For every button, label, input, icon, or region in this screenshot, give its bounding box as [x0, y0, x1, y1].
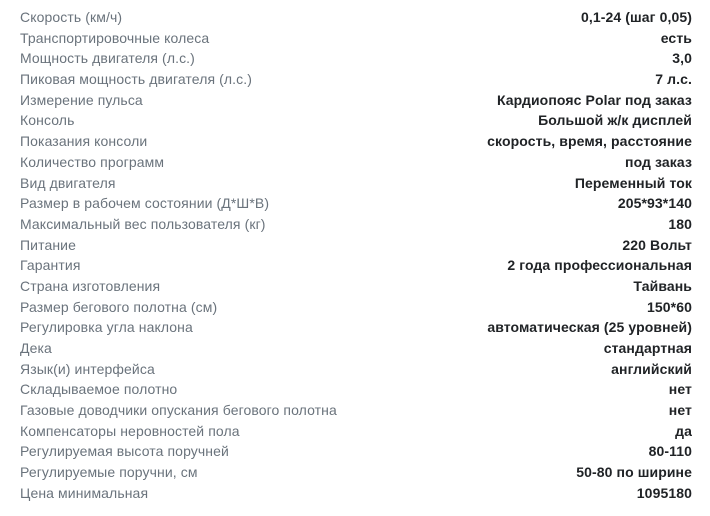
spec-label: Максимальный вес пользователя (кг): [20, 215, 266, 232]
spec-value: есть: [660, 29, 692, 46]
spec-value: Кардиопояс Polar под заказ: [496, 91, 692, 108]
spec-value: 180: [668, 215, 692, 232]
spec-row: [20, 338, 692, 359]
spec-row: [20, 317, 692, 338]
spec-value: 205*93*140: [617, 195, 692, 212]
spec-value: 220 Вольт: [622, 236, 692, 253]
spec-label: Гарантия: [20, 257, 81, 274]
spec-label: Показания консоли: [20, 133, 148, 150]
spec-row: [20, 110, 692, 131]
spec-value: 3,0: [672, 50, 692, 67]
spec-row: [20, 193, 692, 214]
spec-row: [20, 379, 692, 400]
spec-label: Размер в рабочем состоянии (Д*Ш*В): [20, 195, 270, 212]
spec-row: [20, 7, 692, 28]
spec-value: нет: [668, 381, 692, 398]
spec-label: Консоль: [20, 112, 75, 129]
spec-label: Скорость (км/ч): [20, 9, 123, 25]
spec-row: [20, 441, 692, 462]
spec-label: Количество программ: [20, 153, 165, 170]
spec-row: [20, 255, 692, 276]
spec-row: [20, 400, 692, 421]
spec-label: Газовые доводчики опускания бегового полотна: [20, 402, 337, 419]
spec-label: Дека: [20, 340, 52, 356]
spec-value: 2 года профессиональная: [507, 257, 692, 274]
spec-value: автоматическая (25 уровней): [487, 319, 692, 336]
spec-label: Мощность двигателя (л.с.): [20, 50, 195, 67]
spec-row: [20, 462, 692, 483]
spec-value: 1095180: [636, 484, 692, 501]
spec-row: [20, 297, 692, 318]
spec-label: Цена минимальная: [20, 484, 149, 501]
spec-label: Регулировка угла наклона: [20, 319, 193, 336]
spec-value: под заказ: [625, 153, 692, 170]
spec-label: Язык(и) интерфейса: [20, 360, 155, 377]
spec-row: [20, 235, 692, 256]
spec-label: Складываемое полотно: [20, 381, 178, 398]
spec-label: Вид двигателя: [20, 174, 116, 191]
spec-value: скорость, время, расстояние: [487, 133, 692, 150]
spec-value: Тайвань: [633, 277, 692, 294]
spec-label: Пиковая мощность двигателя (л.с.): [20, 71, 253, 88]
spec-row: [20, 483, 692, 504]
spec-row: [20, 90, 692, 111]
spec-row: [20, 69, 692, 90]
spec-value: 50-80 по ширине: [576, 464, 692, 481]
spec-row: [20, 152, 692, 173]
spec-label: Страна изготовления: [20, 277, 161, 294]
spec-label: Регулируемые поручни, см: [20, 464, 198, 481]
spec-value: 0,1-24 (шаг 0,05): [580, 9, 692, 25]
spec-label: Размер бегового полотна (см): [20, 298, 218, 315]
spec-row: [20, 214, 692, 235]
spec-row: [20, 48, 692, 69]
spec-label: Транспортировочные колеса: [20, 29, 210, 46]
spec-row: [20, 28, 692, 49]
spec-row: [20, 173, 692, 194]
spec-value: стандартная: [603, 340, 692, 356]
spec-value: английский: [611, 360, 692, 377]
spec-value: нет: [668, 402, 692, 419]
spec-value: Большой ж/к дисплей: [538, 112, 692, 129]
spec-label: Питание: [20, 236, 76, 253]
spec-value: Переменный ток: [574, 174, 692, 191]
spec-value: 150*60: [647, 298, 692, 315]
spec-row: [20, 131, 692, 152]
spec-row: [20, 421, 692, 442]
spec-label: Компенсаторы неровностей пола: [20, 422, 240, 439]
spec-value: 7 л.с.: [655, 71, 692, 88]
spec-label: Регулируемая высота поручней: [20, 443, 229, 460]
spec-label: Измерение пульса: [20, 91, 143, 108]
spec-row: [20, 276, 692, 297]
spec-value: да: [675, 422, 692, 439]
spec-row: [20, 359, 692, 380]
spec-value: 80-110: [648, 443, 692, 460]
